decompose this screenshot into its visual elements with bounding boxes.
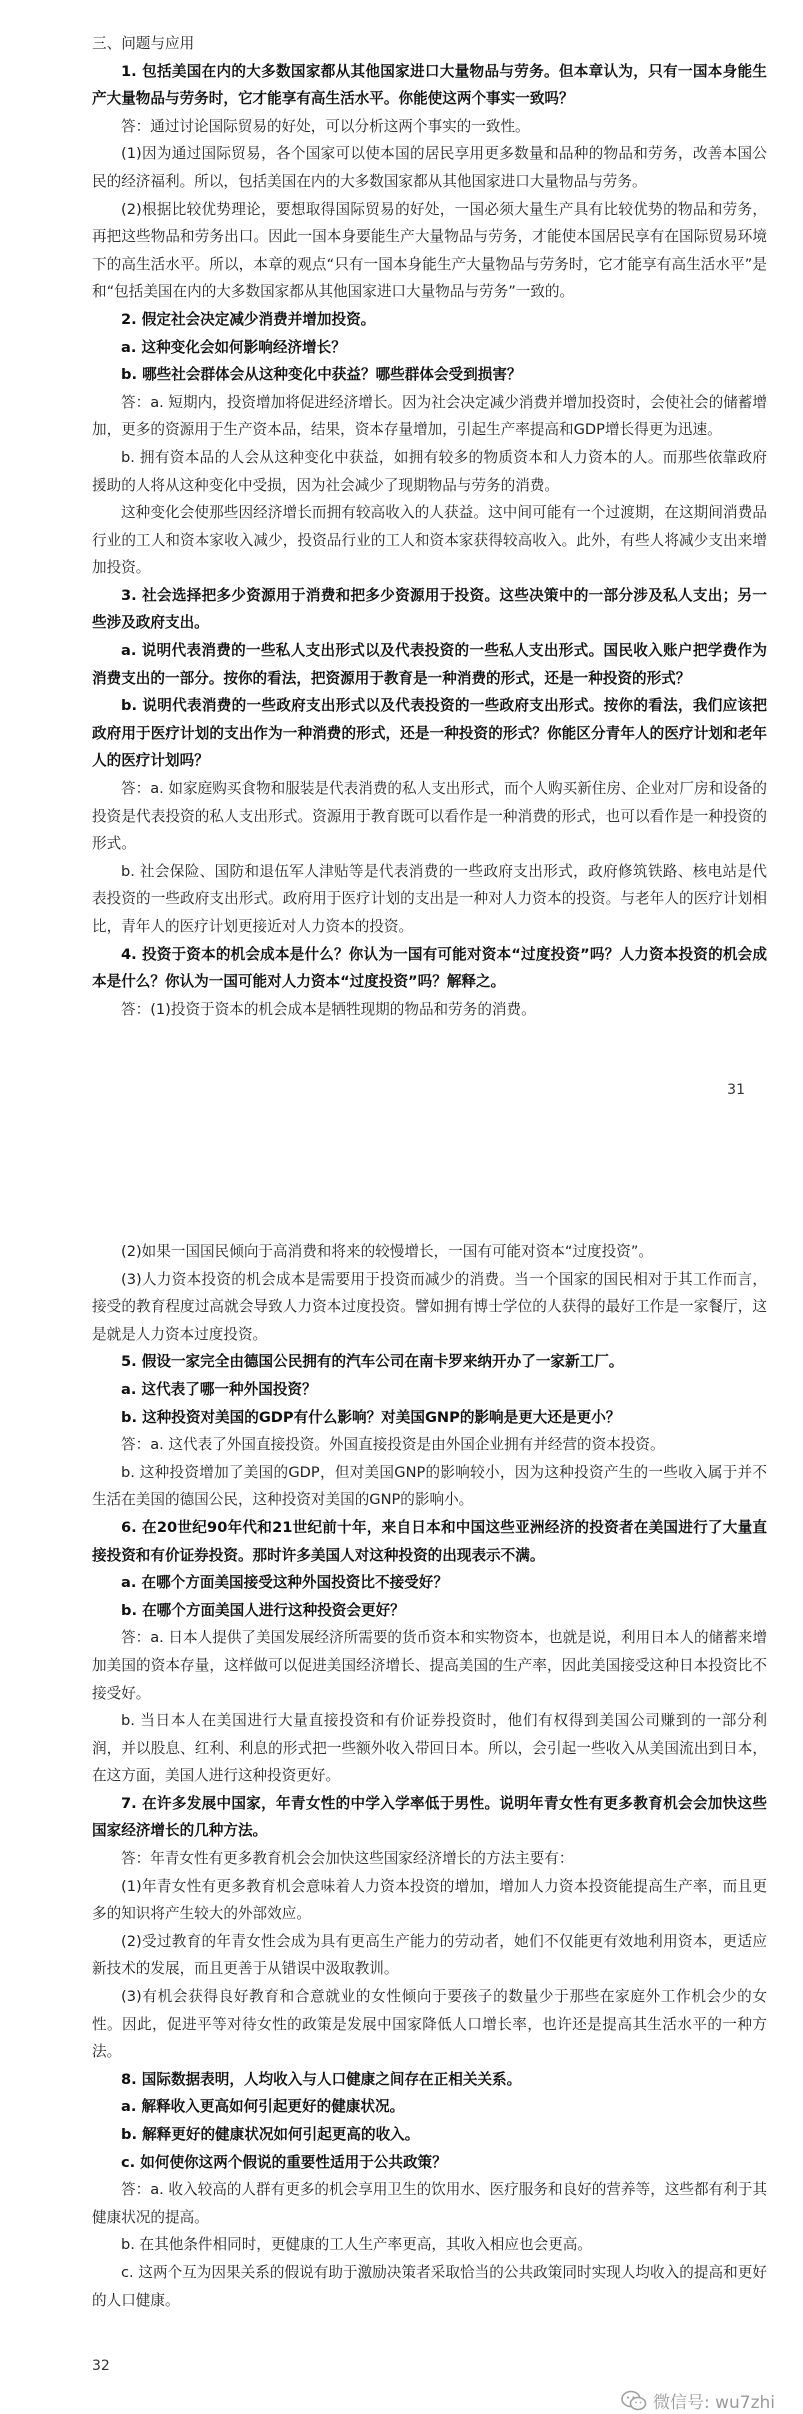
watermark-text: 微信号: wu7zhi bbox=[652, 2393, 775, 2413]
text-paragraph: (2)根据比较优势理论，要想取得国际贸易的好处，一国必须大量生产具有比较优势的物品和劳务，再把这些物品和劳务出口。因此一国本身要能生产大量物品与劳务，才能使本国居民享有在国际贸易环境下的高生活水平。所以，本章的观点“只有一国本身能生产大量物品与劳务时，它才能享有高生活水平”是和“包括美国在内的大多数国家都从其他国家进口大量物品与劳务”一致的。 bbox=[92, 200, 767, 301]
text-paragraph: 答：(1)投资于资本的机会成本是牺牲现期的物品和劳务的消费。 bbox=[121, 1000, 536, 1018]
text-paragraph: (2)受过教育的年青女性会成为具有更高生产能力的劳动者，她们不仅能更有效地利用资本，更适应新技术的发展，而且更善于从错误中汲取教训。 bbox=[92, 1932, 767, 1978]
wechat-watermark bbox=[621, 2388, 775, 2413]
question-paragraph: 7. 在许多发展中国家，年青女性的中学入学率低于男性。说明年青女性有更多教育机会会加快这些国家经济增长的几种方法。 bbox=[92, 1794, 767, 1840]
text-paragraph: b. 这种投资增加了美国的GDP，但对美国GNP的影响较小，因为这种投资产生的一些收入属于并不生活在美国的德国公民，这种投资对美国的GNP的影响小。 bbox=[92, 1463, 767, 1509]
text-paragraph: 答：通过讨论国际贸易的好处，可以分析这两个事实的一致性。 bbox=[121, 117, 530, 135]
text-paragraph: b. 社会保险、国防和退伍军人津贴等是代表消费的一些政府支出形式，政府修筑铁路、核电站是代表投资的一些政府支出形式。政府用于医疗计划的支出是一种对人力资本的投资。与老年人的医疗计划相比，青年人的医疗计划更接近对人力资本的投资。 bbox=[92, 862, 767, 935]
question-paragraph: b. 哪些社会群体会从这种变化中获益？哪些群体会受到损害？ bbox=[121, 366, 522, 384]
page-32 bbox=[0, 1220, 803, 2414]
question-paragraph: a. 说明代表消费的一些私人支出形式以及代表投资的一些私人支出形式。国民收入账户把学费作为消费支出的一部分。按你的看法，把资源用于教育是一种消费的形式，还是一种投资的形式？ bbox=[92, 642, 767, 687]
question-paragraph: a. 这代表了哪一种外国投资？ bbox=[121, 1380, 317, 1398]
text-paragraph: (1)因为通过国际贸易，各个国家可以使本国的居民享用更多数量和品种的物品和劳务，改善本国公民的经济福利。所以，包括美国在内的大多数国家都从其他国家进口大量物品与劳务。 bbox=[92, 145, 767, 190]
text-paragraph: b. 拥有资本品的人会从这种变化中获益，如拥有较多的物质资本和人力资本的人。而那些依靠政府援助的人将从这种变化中受损，因为社会减少了现期物品与劳务的消费。 bbox=[92, 448, 767, 494]
page-32-text bbox=[92, 1238, 767, 2314]
question-paragraph: c. 如何使你这两个假说的重要性适用于公共政策？ bbox=[121, 2153, 447, 2171]
question-paragraph: 1. 包括美国在内的大多数国家都从其他国家进口大量物品与劳务。但本章认为，只有一国本身能生产大量物品与劳务时，它才能享有高生活水平。你能使这两个事实一致吗？ bbox=[92, 62, 767, 108]
question-paragraph: 2. 假定社会决定减少消费并增加投资。 bbox=[121, 310, 376, 328]
text-paragraph: 答：a. 如家庭购买食物和服装是代表消费的私人支出形式，而个人购买新住房、企业对厂房和设备的投资是代表投资的私人支出形式。资源用于教育既可以看作是一种消费的形式，也可以看作是一种投资的形式。 bbox=[92, 780, 767, 853]
text-paragraph: b. 当日本人在美国进行大量直接投资和有价证券投资时，他们有权得到美国公司赚到的一部分利润，并以股息、红利、利息的形式把一些额外收入带回日本。所以，会引起一些收入从美国流出到日本，在这方面，美国人进行这种投资更好。 bbox=[92, 1712, 767, 1785]
text-paragraph: 答：a. 日本人提供了美国发展经济所需要的货币资本和实物资本，也就是说，利用日本人的储蓄来增加美国的资本存量，这样做可以促进美国经济增长、提高美国的生产率，因此美国接受这种日本投资比不接受好。 bbox=[92, 1629, 767, 1702]
question-paragraph: a. 这种变化会如何影响经济增长？ bbox=[121, 338, 346, 356]
text-paragraph: 答：年青女性有更多教育机会会加快这些国家经济增长的方法主要有： bbox=[121, 1850, 574, 1868]
page-31 bbox=[0, 0, 803, 1180]
text-paragraph: 答：a. 收入较高的人群有更多的机会享用卫生的饮用水、医疗服务和良好的营养等，这些都有利于其健康状况的提高。 bbox=[92, 2181, 767, 2226]
page-number: 32 bbox=[92, 2358, 110, 2374]
question-paragraph: 8. 国际数据表明，人均收入与人口健康之间存在正相关关系。 bbox=[121, 2070, 522, 2088]
question-paragraph: a. 在哪个方面美国接受这种外国投资比不接受好？ bbox=[121, 1574, 448, 1592]
text-paragraph: (1)年青女性有更多教育机会意味着人力资本投资的增加，增加人力资本投资能提高生产率，而且更多的知识将产生较大的外部效应。 bbox=[92, 1877, 767, 1923]
text-paragraph: b. 在其他条件相同时，更健康的工人生产率更高，其收入相应也会更高。 bbox=[121, 2236, 592, 2254]
page-number: 31 bbox=[727, 1082, 745, 1098]
question-paragraph: b. 解释更好的健康状况如何引起更高的收入。 bbox=[121, 2126, 420, 2143]
question-paragraph: b. 这种投资对美国的GDP有什么影响？对美国GNP的影响是更大还是更小？ bbox=[121, 1408, 621, 1426]
text-paragraph: (3)人力资本投资的机会成本是需要用于投资而减少的消费。当一个国家的国民相对于其工作而言，接受的教育程度过高就会导致人力资本过度投资。譬如拥有博士学位的人获得的最好工作是一家餐厅，这是就是人力资本过度投资。 bbox=[92, 1270, 767, 1343]
question-paragraph: a. 解释收入更高如何引起更好的健康状况。 bbox=[121, 2098, 405, 2116]
text-paragraph: 这种变化会使那些因经济增长而拥有较高收入的人获益。这中间可能有一个过渡期，在这期间消费品行业的工人和资本家收入减少，投资品行业的工人和资本家获得较高收入。此外，有些人将减少支出来增加投资。 bbox=[92, 504, 767, 577]
question-paragraph: 3. 社会选择把多少资源用于消费和把多少资源用于投资。这些决策中的一部分涉及私人支出；另一些涉及政府支出。 bbox=[92, 586, 767, 632]
page-31-text bbox=[92, 30, 767, 1023]
text-paragraph: (3)有机会获得良好教育和合意就业的女性倾向于要孩子的数量少于那些在家庭外工作机会少的女性。因此，促进平等对待女性的政策是发展中国家降低人口增长率，也许还是提高其生活水平的一种方法。 bbox=[92, 1988, 767, 2061]
text-paragraph: c. 这两个互为因果关系的假说有助于激励决策者采取恰当的公共政策同时实现人均收入的提高和更好的人口健康。 bbox=[92, 2263, 767, 2309]
question-paragraph: b. 在哪个方面美国人进行这种投资会更好？ bbox=[121, 1601, 405, 1619]
text-paragraph: 答：a. 短期内，投资增加将促进经济增长。因为社会决定减少消费并增加投资时，会使社会的储蓄增加，更多的资源用于生产资本品，结果，资本存量增加，引起生产率提高和GDP增长得更为迅速。 bbox=[92, 393, 767, 439]
question-paragraph: 5. 假设一家完全由德国公民拥有的汽车公司在南卡罗来纳开办了一家新工厂。 bbox=[121, 1353, 624, 1371]
question-paragraph: 4. 投资于资本的机会成本是什么？你认为一国有可能对资本“过度投资”吗？人力资本投资的机会成本是什么？你认为一国可能对人力资本“过度投资”吗？解释之。 bbox=[92, 945, 767, 991]
text-paragraph: (2)如果一国国民倾向于高消费和将来的较慢增长，一国有可能对资本“过度投资”。 bbox=[121, 1243, 653, 1260]
text-paragraph: 答：a. 这代表了外国直接投资。外国直接投资是由外国企业拥有并经营的资本投资。 bbox=[121, 1436, 665, 1454]
question-paragraph: 6. 在20世纪90年代和21世纪前十年，来自日本和中国这些亚洲经济的投资者在美国进行了大量直接投资和有价证券投资。那时许多美国人对这种投资的出现表示不满。 bbox=[92, 1518, 767, 1564]
question-paragraph: b. 说明代表消费的一些政府支出形式以及代表投资的一些政府支出形式。按你的看法，我们应该把政府用于医疗计划的支出作为一种消费的形式，还是一种投资的形式？你能区分青年人的医疗计划和老年人的医疗计划吗？ bbox=[92, 697, 767, 770]
wechat-icon bbox=[621, 2390, 647, 2412]
text-paragraph: 三、问题与应用 bbox=[92, 35, 195, 52]
